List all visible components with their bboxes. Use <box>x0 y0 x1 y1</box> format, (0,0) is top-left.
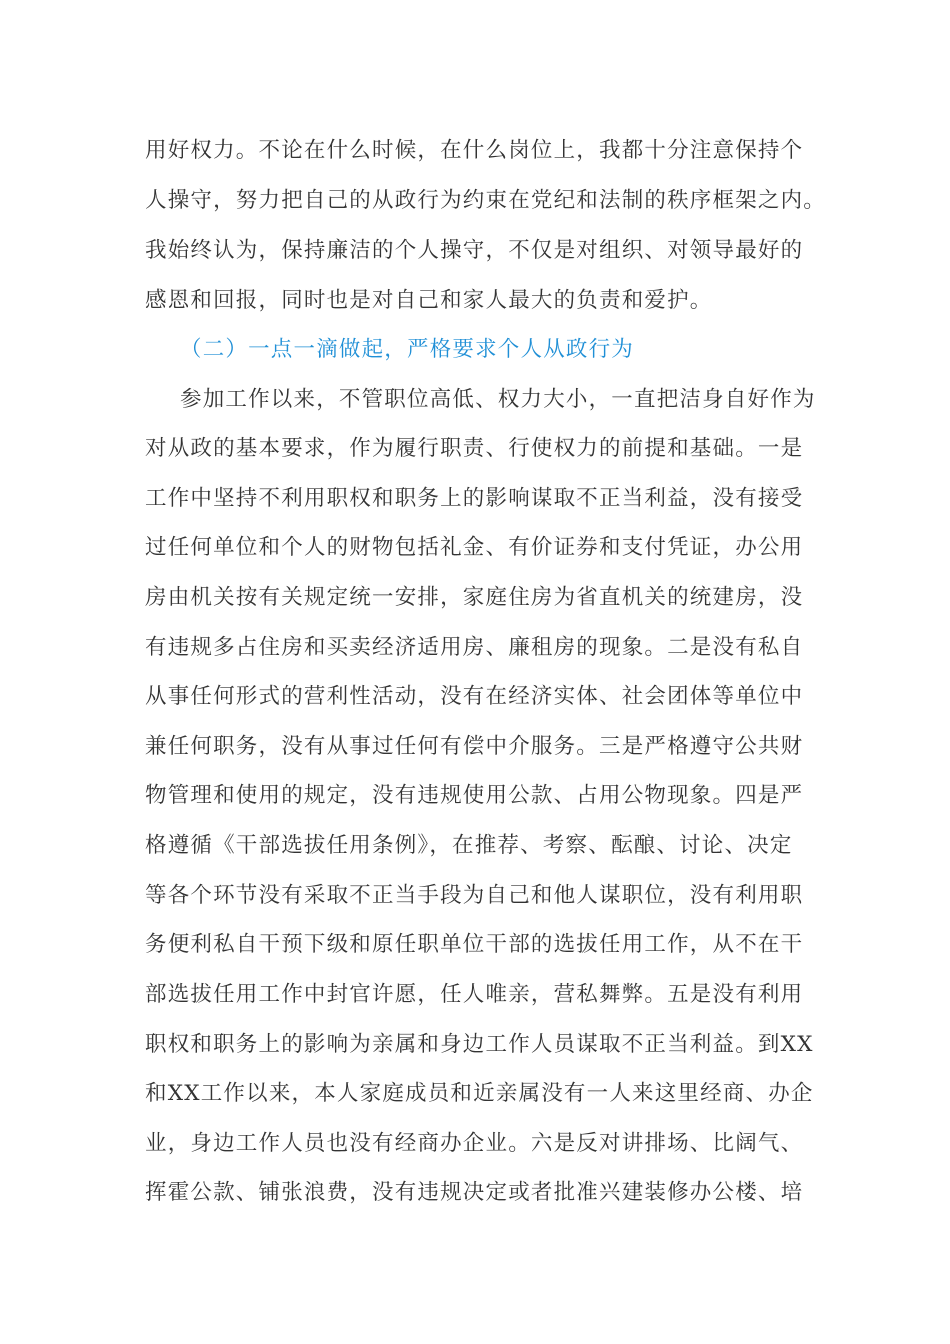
body-text-line: 过任何单位和个人的财物包括礼金、有价证券和支付凭证，办公用 <box>145 535 804 560</box>
body-text-line: 格遵循《干部选拔任用条例》，在推荐、考察、酝酿、讨论、决定 <box>145 833 793 858</box>
body-text-line: 有违规多占住房和买卖经济适用房、廉租房的现象。二是没有私自 <box>145 635 804 660</box>
section-heading: （二）一点一滴做起，严格要求个人从政行为 <box>180 337 635 362</box>
body-text-line: 和XX工作以来，本人家庭成员和近亲属没有一人来这里经商、办企 <box>145 1081 814 1106</box>
body-text-line: 我始终认为，保持廉洁的个人操守，不仅是对组织、对领导最好的 <box>145 238 804 263</box>
body-text-line: 房由机关按有关规定统一安排，家庭住房为省直机关的统建房，没 <box>145 585 804 610</box>
body-text-line: 职权和职务上的影响为亲属和身边工作人员谋取不正当利益。到XX <box>145 1032 814 1057</box>
body-text-line: 务便利私自干预下级和原任职单位干部的选拔任用工作，从不在干 <box>145 932 804 957</box>
body-text-line: 业，身边工作人员也没有经商办企业。六是反对讲排场、比阔气、 <box>145 1131 804 1156</box>
body-text-line: 从事任何形式的营利性活动，没有在经济实体、社会团体等单位中 <box>145 684 804 709</box>
body-text-line: 人操守，努力把自己的从政行为约束在党纪和法制的秩序框架之内。 <box>145 188 827 213</box>
body-text-line: 挥霍公款、铺张浪费，没有违规决定或者批准兴建装修办公楼、培 <box>145 1180 804 1205</box>
body-text-line: 兼任何职务，没有从事过任何有偿中介服务。三是严格遵守公共财 <box>145 734 804 759</box>
body-text-line: 用好权力。不论在什么时候，在什么岗位上，我都十分注意保持个 <box>145 138 804 163</box>
body-text-line: 部选拔任用工作中封官许愿，任人唯亲，营私舞弊。五是没有利用 <box>145 982 804 1007</box>
body-text-line: 感恩和回报，同时也是对自己和家人最大的负责和爱护。 <box>145 288 713 313</box>
body-text-line: 物管理和使用的规定，没有违规使用公款、占用公物现象。四是严 <box>145 783 804 808</box>
body-text-line: 对从政的基本要求，作为履行职责、行使权力的前提和基础。一是 <box>145 436 804 461</box>
body-text-line: 等各个环节没有采取不正当手段为自己和他人谋职位，没有利用职 <box>145 883 804 908</box>
body-text-line: 工作中坚持不利用职权和职务上的影响谋取不正当利益，没有接受 <box>145 486 804 511</box>
body-text-line: 参加工作以来，不管职位高低、权力大小，一直把洁身自好作为 <box>180 387 816 412</box>
